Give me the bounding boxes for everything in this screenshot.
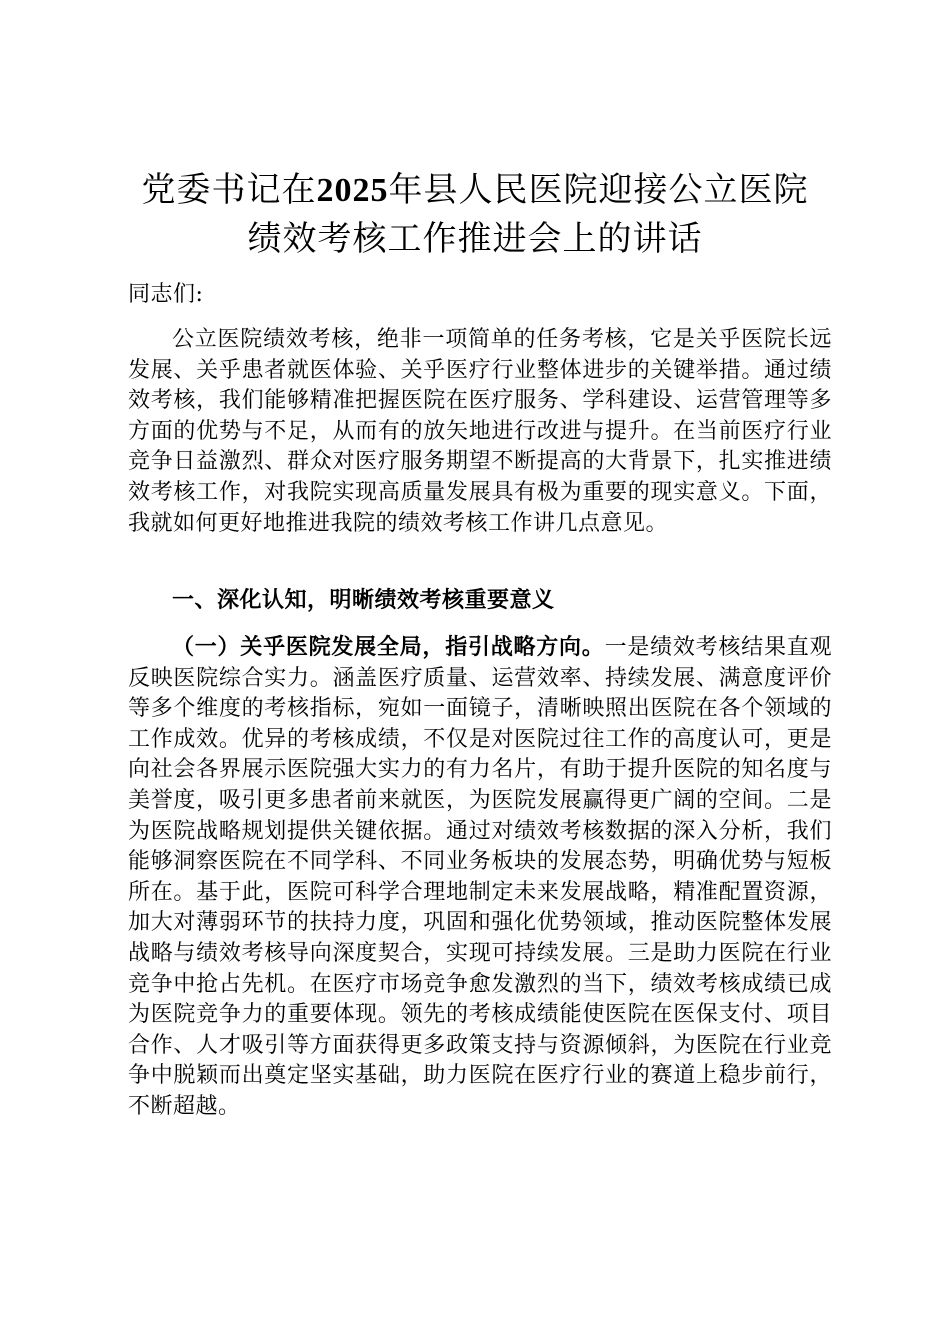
intro-paragraph: 公立医院绩效考核，绝非一项简单的任务考核，它是关乎医院长远发展、关乎患者就医体验、关乎医疗行业整体进步的关键举措。通过绩效考核，我们能够精准把握医院在医疗服务、学科建设、运营管理等多方面的优势与不足，从而有的放矢地进行改进与提升。在当前医疗行业竞争日益激烈、群众对医疗服务期望不断提高的大背景下，扎实推进绩效考核工作，对我院实现高质量发展具有极为重要的现实意义。下面，我就如何更好地推进我院的绩效考核工作讲几点意见。 [128, 327, 832, 536]
title-line1-prefix: 党委书记在 [141, 170, 317, 210]
title-year: 2025 [316, 172, 389, 209]
document-title [120, 166, 830, 263]
title-line1-suffix: 年县人民医院迎接公立医院 [388, 170, 809, 210]
title-line2: 绩效考核工作推进会上的讲话 [247, 219, 703, 259]
subsection-body: 一是绩效考核结果直观反映医院综合实力。涵盖医疗质量、运营效率、持续发展、满意度评价等多个维度的考核指标，宛如一面镜子，清晰映照出医院在各个领域的工作成效。优异的考核成绩，不仅是对医院过往工作的高度认可，更是向社会各界展示医院强大实力的有力名片，有助于提升医院的知名度与美誉度，吸引更多患者前来就医，为医院发展赢得更广阔的空间。二是为医院战略规划提供关键依据。通过对绩效考核数据的深入分析，我们能够洞察医院在不同学科、不同业务板块的发展态势，明确优势与短板所在。基于此，医院可科学合理地制定未来发展战略，精准配置资源，加大对薄弱环节的扶持力度，巩固和强化优势领域，推动医院整体发展战略与绩效考核导向深度契合，实现可持续发展。三是助力医院在行业竞争中抢占先机。在医疗市场竞争愈发激烈的当下，绩效考核成绩已成为医院竞争力的重要体现。领先的考核成绩能使医院在医保支付、项目合作、人才吸引等方面获得更多政策支持与资源倾斜，为医院在行业竞争中脱颖而出奠定坚实基础，助力医院在医疗行业的赛道上稳步前行，不断超越。 [128, 635, 832, 1119]
salutation: 同志们: [128, 282, 204, 307]
subsection-paragraph [128, 632, 832, 1123]
section-heading: 一、深化认知，明晰绩效考核重要意义 [172, 587, 555, 613]
subsection-lead: （一）关乎医院发展全局，指引战略方向。 [172, 634, 605, 660]
